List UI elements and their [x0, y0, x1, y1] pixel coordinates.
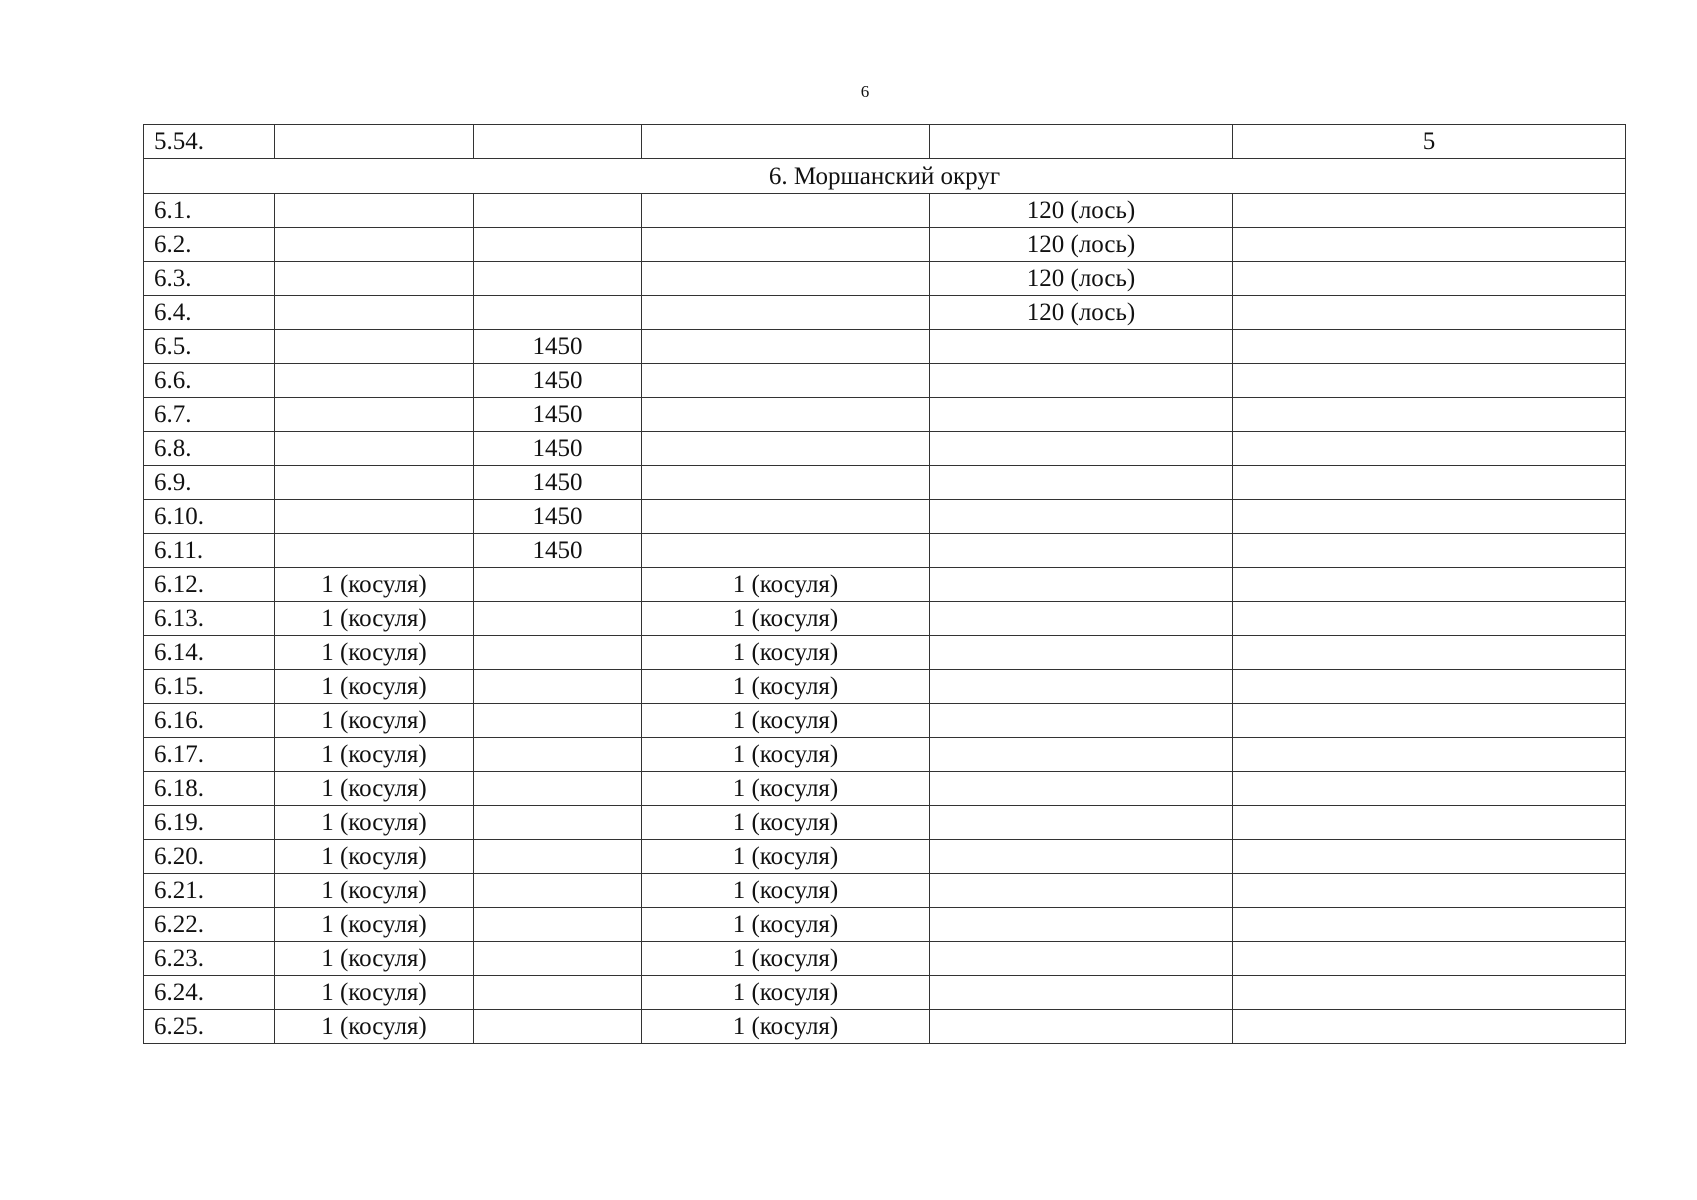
table-row [144, 738, 1626, 772]
value-cell-c3: 1 (косуля) [642, 738, 930, 772]
value-cell-c1 [275, 364, 474, 398]
value-cell-c3: 1 (косуля) [642, 840, 930, 874]
value-cell-c5 [1233, 1010, 1626, 1044]
row-number-cell: 6.20. [144, 840, 275, 874]
value-cell-c2 [474, 1010, 642, 1044]
value-cell-c1 [275, 466, 474, 500]
value-cell-c2: 1450 [474, 330, 642, 364]
row-number-cell: 6.17. [144, 738, 275, 772]
value-cell-c4 [930, 466, 1233, 500]
row-number-cell: 6.18. [144, 772, 275, 806]
value-cell-c5 [1233, 534, 1626, 568]
row-number-cell: 6.13. [144, 602, 275, 636]
section-title: 6. Моршанский округ [144, 159, 1626, 194]
value-cell-c2 [474, 194, 642, 228]
value-cell-c4 [930, 704, 1233, 738]
value-cell-c3 [642, 125, 930, 159]
value-cell-c5 [1233, 942, 1626, 976]
value-cell-c2 [474, 738, 642, 772]
row-number-cell: 6.7. [144, 398, 275, 432]
table-row [144, 534, 1626, 568]
row-number-cell: 6.16. [144, 704, 275, 738]
quota-table [143, 124, 1626, 1044]
row-number-cell: 5.54. [144, 125, 275, 159]
row-number-cell: 6.24. [144, 976, 275, 1010]
value-cell-c2: 1450 [474, 534, 642, 568]
table-row [144, 568, 1626, 602]
value-cell-c1 [275, 125, 474, 159]
table-row [144, 500, 1626, 534]
value-cell-c1 [275, 398, 474, 432]
value-cell-c1 [275, 432, 474, 466]
value-cell-c5 [1233, 670, 1626, 704]
table-row [144, 976, 1626, 1010]
table-row [144, 908, 1626, 942]
value-cell-c1: 1 (косуля) [275, 568, 474, 602]
value-cell-c2 [474, 840, 642, 874]
value-cell-c5 [1233, 432, 1626, 466]
value-cell-c2 [474, 772, 642, 806]
value-cell-c3: 1 (косуля) [642, 806, 930, 840]
value-cell-c4 [930, 330, 1233, 364]
value-cell-c2 [474, 636, 642, 670]
table-row [144, 636, 1626, 670]
value-cell-c4 [930, 840, 1233, 874]
value-cell-c2: 1450 [474, 432, 642, 466]
value-cell-c2 [474, 704, 642, 738]
value-cell-c5 [1233, 840, 1626, 874]
value-cell-c5 [1233, 330, 1626, 364]
value-cell-c2 [474, 874, 642, 908]
value-cell-c2 [474, 262, 642, 296]
value-cell-c2 [474, 670, 642, 704]
row-number-cell: 6.22. [144, 908, 275, 942]
value-cell-c2 [474, 602, 642, 636]
value-cell-c2 [474, 228, 642, 262]
value-cell-c3 [642, 194, 930, 228]
value-cell-c3: 1 (косуля) [642, 942, 930, 976]
value-cell-c3 [642, 228, 930, 262]
value-cell-c1: 1 (косуля) [275, 976, 474, 1010]
value-cell-c4 [930, 534, 1233, 568]
value-cell-c5 [1233, 228, 1626, 262]
value-cell-c1 [275, 228, 474, 262]
table-row [144, 942, 1626, 976]
value-cell-c4 [930, 670, 1233, 704]
value-cell-c4 [930, 942, 1233, 976]
row-number-cell: 6.8. [144, 432, 275, 466]
value-cell-c3 [642, 262, 930, 296]
row-number-cell: 6.21. [144, 874, 275, 908]
value-cell-c2: 1450 [474, 500, 642, 534]
page-number: 6 [860, 82, 870, 101]
table-row [144, 432, 1626, 466]
row-number-cell: 6.2. [144, 228, 275, 262]
value-cell-c4 [930, 568, 1233, 602]
row-number-cell: 6.10. [144, 500, 275, 534]
table-row [144, 194, 1626, 228]
value-cell-c5 [1233, 398, 1626, 432]
table-row [144, 874, 1626, 908]
value-cell-c5: 5 [1233, 125, 1626, 159]
value-cell-c4 [930, 602, 1233, 636]
value-cell-c5 [1233, 806, 1626, 840]
table-row [144, 466, 1626, 500]
value-cell-c5 [1233, 602, 1626, 636]
value-cell-c1 [275, 500, 474, 534]
value-cell-c5 [1233, 908, 1626, 942]
value-cell-c3 [642, 364, 930, 398]
value-cell-c1 [275, 534, 474, 568]
row-number-cell: 6.11. [144, 534, 275, 568]
value-cell-c4 [930, 398, 1233, 432]
value-cell-c1: 1 (косуля) [275, 636, 474, 670]
value-cell-c3: 1 (косуля) [642, 874, 930, 908]
value-cell-c4 [930, 500, 1233, 534]
value-cell-c1: 1 (косуля) [275, 738, 474, 772]
value-cell-c3 [642, 500, 930, 534]
row-number-cell: 6.12. [144, 568, 275, 602]
row-number-cell: 6.19. [144, 806, 275, 840]
value-cell-c5 [1233, 500, 1626, 534]
value-cell-c4 [930, 874, 1233, 908]
value-cell-c2: 1450 [474, 398, 642, 432]
row-number-cell: 6.6. [144, 364, 275, 398]
value-cell-c3 [642, 466, 930, 500]
value-cell-c4 [930, 432, 1233, 466]
value-cell-c5 [1233, 466, 1626, 500]
table-row [144, 1010, 1626, 1044]
value-cell-c3: 1 (косуля) [642, 976, 930, 1010]
table-row [144, 398, 1626, 432]
table-row [144, 262, 1626, 296]
row-number-cell: 6.14. [144, 636, 275, 670]
table-row [144, 670, 1626, 704]
value-cell-c3: 1 (косуля) [642, 568, 930, 602]
value-cell-c1: 1 (косуля) [275, 874, 474, 908]
value-cell-c2 [474, 908, 642, 942]
value-cell-c3 [642, 432, 930, 466]
value-cell-c1 [275, 194, 474, 228]
value-cell-c2 [474, 296, 642, 330]
row-number-cell: 6.4. [144, 296, 275, 330]
row-number-cell: 6.3. [144, 262, 275, 296]
value-cell-c3: 1 (косуля) [642, 908, 930, 942]
value-cell-c5 [1233, 262, 1626, 296]
value-cell-c5 [1233, 194, 1626, 228]
value-cell-c3 [642, 296, 930, 330]
value-cell-c2: 1450 [474, 466, 642, 500]
value-cell-c3: 1 (косуля) [642, 636, 930, 670]
value-cell-c4 [930, 636, 1233, 670]
value-cell-c4 [930, 738, 1233, 772]
table-row [144, 840, 1626, 874]
value-cell-c5 [1233, 976, 1626, 1010]
value-cell-c2 [474, 942, 642, 976]
value-cell-c4 [930, 976, 1233, 1010]
quota-table-body [144, 125, 1626, 1044]
value-cell-c1: 1 (косуля) [275, 704, 474, 738]
value-cell-c5 [1233, 874, 1626, 908]
value-cell-c4: 120 (лось) [930, 262, 1233, 296]
value-cell-c1: 1 (косуля) [275, 1010, 474, 1044]
value-cell-c1: 1 (косуля) [275, 772, 474, 806]
value-cell-c1: 1 (косуля) [275, 806, 474, 840]
table-row [144, 806, 1626, 840]
value-cell-c3 [642, 534, 930, 568]
value-cell-c3: 1 (косуля) [642, 704, 930, 738]
value-cell-c4: 120 (лось) [930, 296, 1233, 330]
row-number-cell: 6.5. [144, 330, 275, 364]
value-cell-c3: 1 (косуля) [642, 670, 930, 704]
value-cell-c2 [474, 568, 642, 602]
value-cell-c5 [1233, 772, 1626, 806]
row-number-cell: 6.23. [144, 942, 275, 976]
row-number-cell: 6.25. [144, 1010, 275, 1044]
value-cell-c4 [930, 772, 1233, 806]
value-cell-c1: 1 (косуля) [275, 942, 474, 976]
value-cell-c5 [1233, 296, 1626, 330]
value-cell-c3: 1 (косуля) [642, 772, 930, 806]
value-cell-c4: 120 (лось) [930, 194, 1233, 228]
value-cell-c1: 1 (косуля) [275, 602, 474, 636]
value-cell-c1 [275, 296, 474, 330]
value-cell-c1: 1 (косуля) [275, 840, 474, 874]
value-cell-c5 [1233, 738, 1626, 772]
row-number-cell: 6.1. [144, 194, 275, 228]
value-cell-c3: 1 (косуля) [642, 602, 930, 636]
value-cell-c3: 1 (косуля) [642, 1010, 930, 1044]
table-row [144, 704, 1626, 738]
value-cell-c4 [930, 125, 1233, 159]
table-row [144, 772, 1626, 806]
value-cell-c1 [275, 262, 474, 296]
row-number-cell: 6.15. [144, 670, 275, 704]
table-row [144, 330, 1626, 364]
value-cell-c3 [642, 398, 930, 432]
section-header-row [144, 159, 1626, 194]
value-cell-c2: 1450 [474, 364, 642, 398]
quota-table-container [143, 124, 1625, 1044]
value-cell-c5 [1233, 568, 1626, 602]
value-cell-c5 [1233, 364, 1626, 398]
table-row [144, 125, 1626, 159]
value-cell-c4 [930, 1010, 1233, 1044]
value-cell-c4 [930, 908, 1233, 942]
row-number-cell: 6.9. [144, 466, 275, 500]
table-row [144, 228, 1626, 262]
table-row [144, 364, 1626, 398]
value-cell-c1: 1 (косуля) [275, 908, 474, 942]
value-cell-c2 [474, 976, 642, 1010]
value-cell-c2 [474, 125, 642, 159]
value-cell-c4 [930, 364, 1233, 398]
value-cell-c1 [275, 330, 474, 364]
value-cell-c5 [1233, 704, 1626, 738]
value-cell-c4: 120 (лось) [930, 228, 1233, 262]
value-cell-c1: 1 (косуля) [275, 670, 474, 704]
value-cell-c2 [474, 806, 642, 840]
value-cell-c3 [642, 330, 930, 364]
table-row [144, 602, 1626, 636]
value-cell-c5 [1233, 636, 1626, 670]
table-row [144, 296, 1626, 330]
value-cell-c4 [930, 806, 1233, 840]
